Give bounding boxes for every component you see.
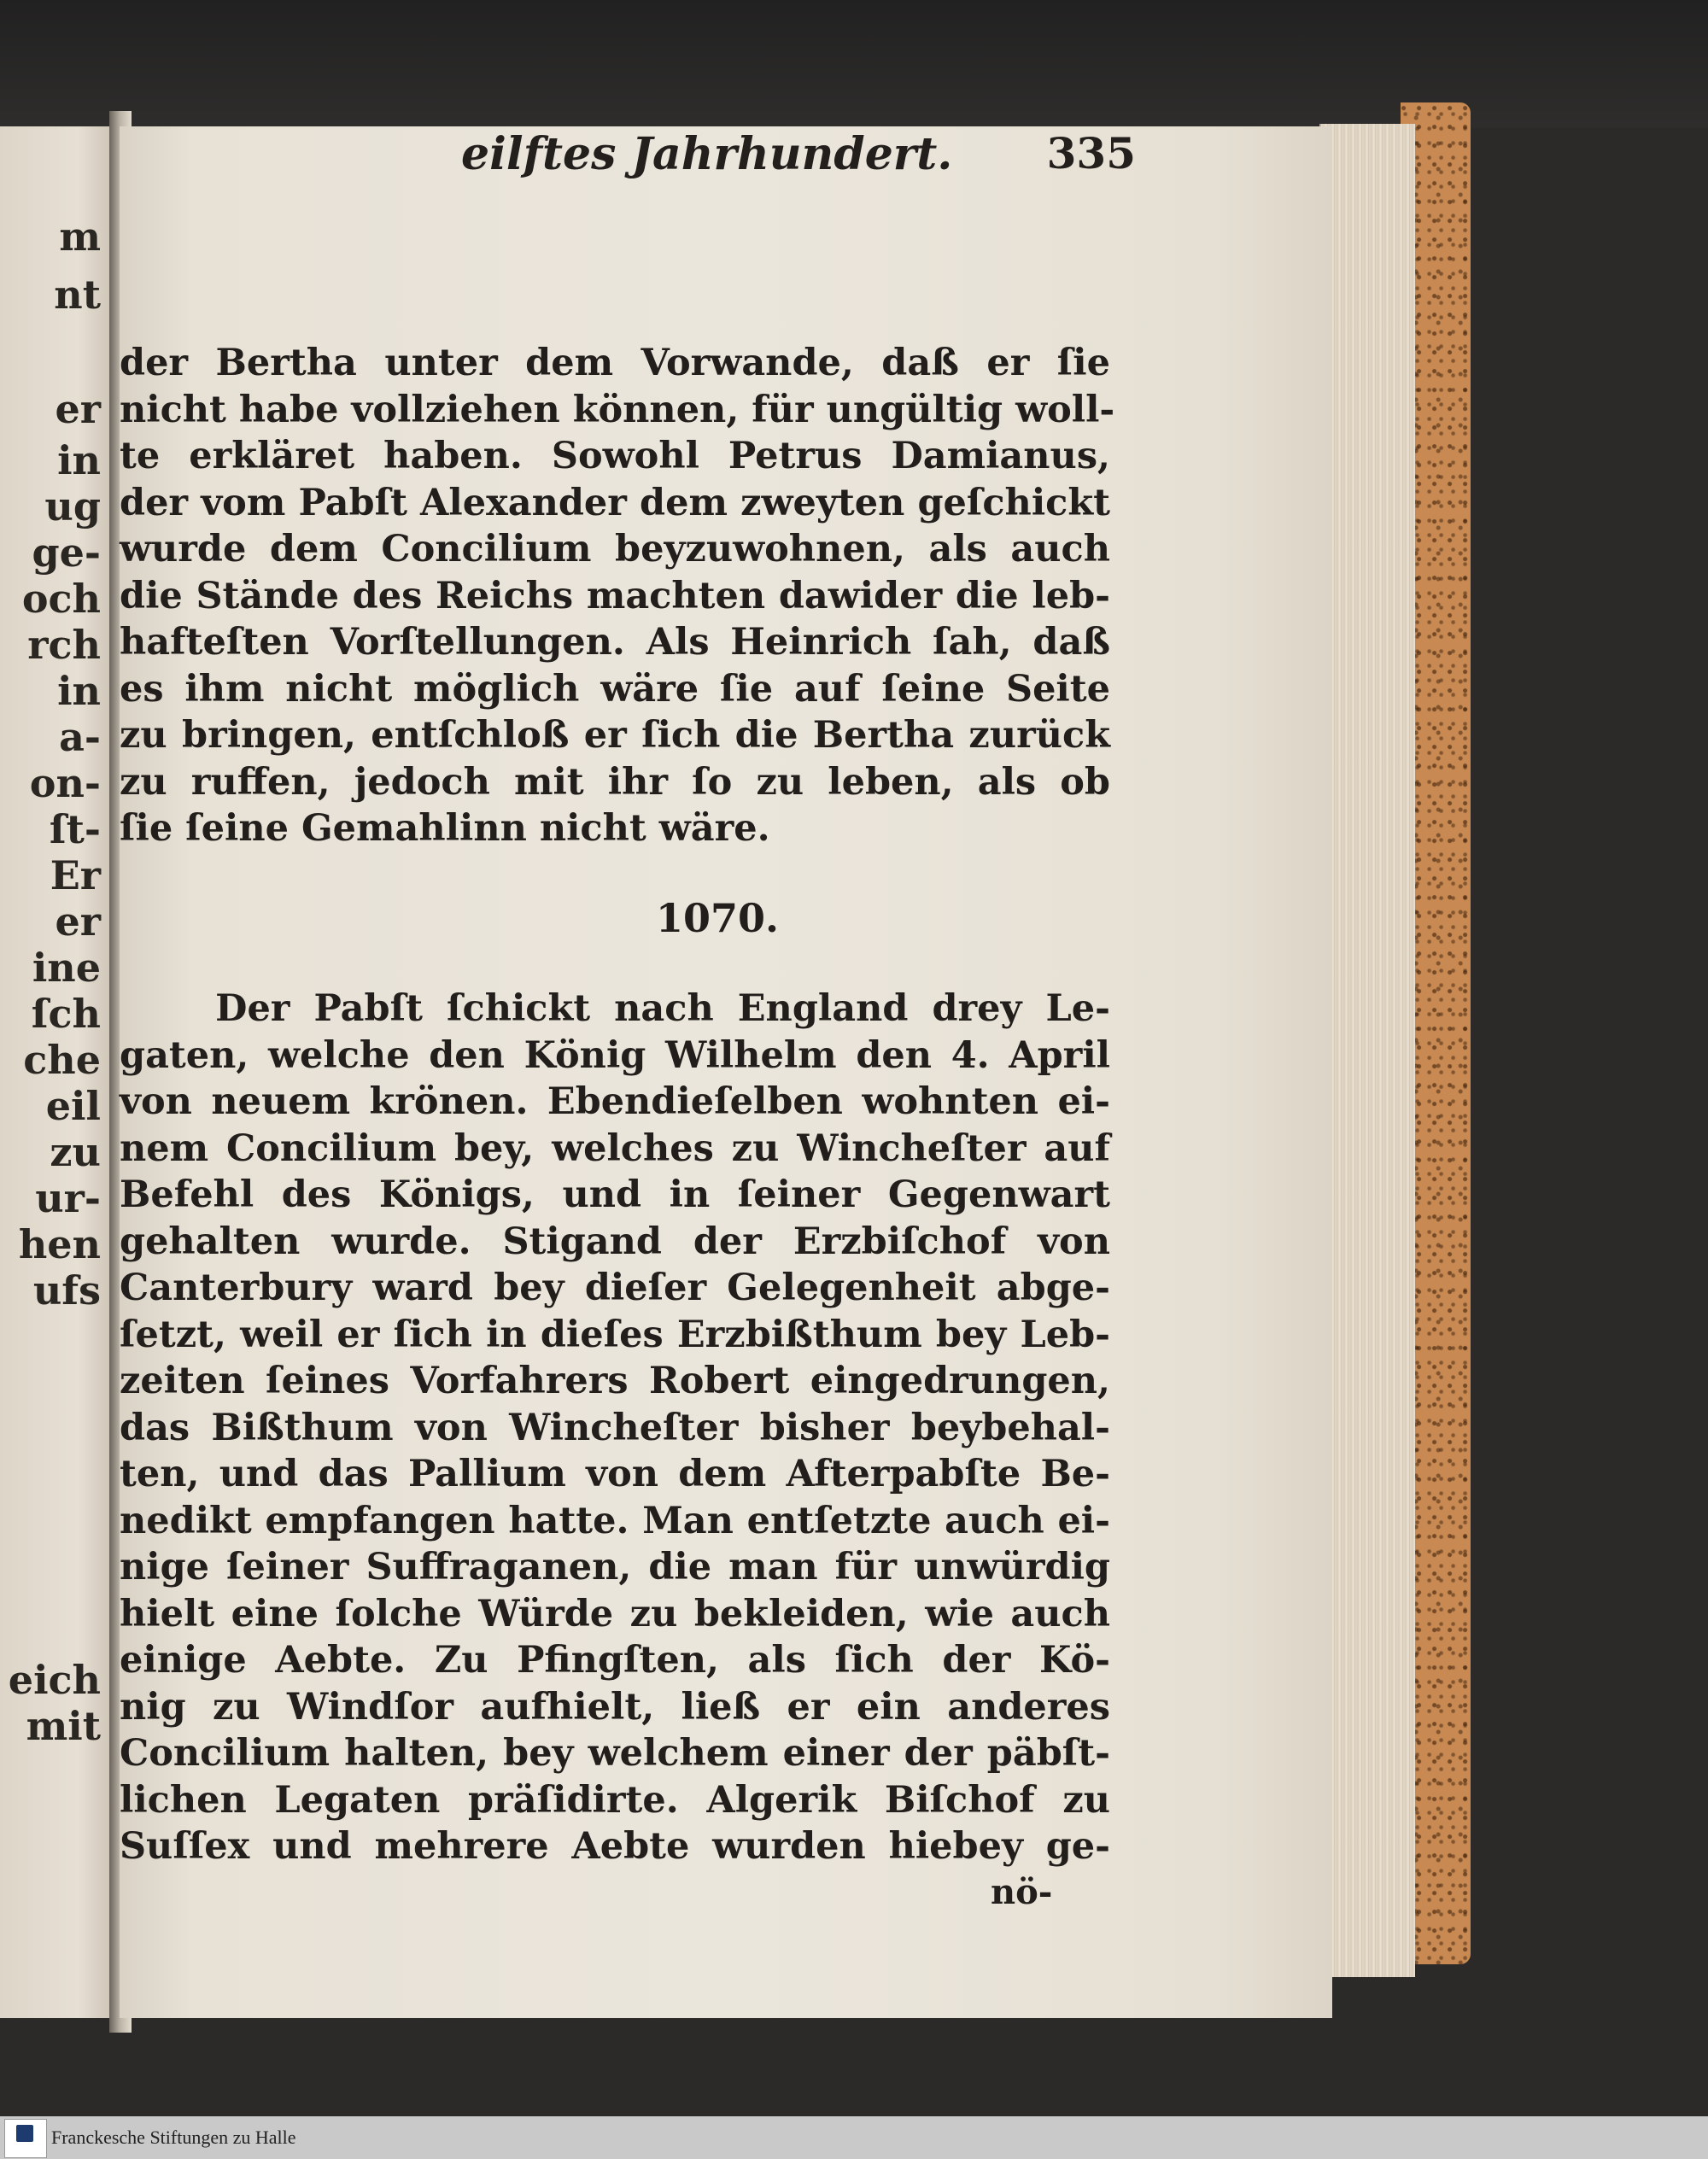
left-page-fragment: zu xyxy=(50,1129,101,1175)
left-page-fragment: che xyxy=(23,1037,101,1083)
left-page-fragment: ine xyxy=(32,945,101,991)
footer-bar xyxy=(0,2116,1708,2159)
left-page-fragment: hen xyxy=(18,1221,101,1267)
page-edges xyxy=(1319,124,1415,1977)
left-page-fragment: eil xyxy=(45,1083,101,1129)
text-line: ſetzt, weil er ſich in dieſes Erzbißthum bey Leb‑ xyxy=(120,1313,1110,1356)
text-line: das Bißthum von Wincheſter bisher beybehal‑ xyxy=(120,1406,1110,1449)
text-line: nedikt empfangen hatte. Man entſetzte auch ei‑ xyxy=(120,1499,1110,1542)
text-line: Suſſex und mehrere Aebte wurden hiebey ge‑ xyxy=(120,1825,1110,1868)
institution-name: Franckesche Stiftungen zu Halle xyxy=(51,2127,296,2148)
text-line: hielt eine ſolche Würde zu bekleiden, wie auch xyxy=(120,1592,1110,1635)
left-page-fragment: ſt‑ xyxy=(49,806,101,852)
text-line: hafteſten Vorſtellungen. Als Heinrich ſah, daß xyxy=(120,621,1110,664)
left-page-fragment: a‑ xyxy=(59,714,101,760)
text-line: nicht habe vollziehen können, für ungültig woll‑ xyxy=(120,388,1115,431)
body-text-bottom xyxy=(120,986,1110,1870)
left-page-fragment: ge‑ xyxy=(32,530,101,576)
text-line: nem Concilium bey, welches zu Wincheſter auf xyxy=(120,1126,1110,1170)
text-line: Der Pabſt ſchickt nach England drey Le‑ xyxy=(120,987,1110,1030)
catchword: nö‑ xyxy=(991,1872,1053,1912)
text-line: nig zu Windſor aufhielt, ließ er ein anderes xyxy=(120,1685,1110,1729)
text-line: gaten, welche den König Wilhelm den 4. April xyxy=(120,1033,1110,1077)
running-title: eilftes Jahrhundert. xyxy=(461,128,953,180)
text-line: ten, und das Pallium von dem Afterpabſte Be‑ xyxy=(120,1453,1110,1495)
left-page-fragment: ug xyxy=(44,483,101,530)
left-page-fragment: ſch xyxy=(31,991,101,1037)
page-number: 335 xyxy=(1046,128,1136,178)
text-line: nige ſeiner Suffraganen, die man für unwürdig xyxy=(120,1546,1110,1589)
left-page-fragment: er xyxy=(55,898,101,945)
left-page-fragment: nt xyxy=(54,272,101,318)
left-page-fragment: on‑ xyxy=(29,760,101,806)
text-line: lichen Legaten präſidirte. Algerik Biſchof zu xyxy=(120,1778,1110,1822)
left-page-fragment: in xyxy=(57,437,101,483)
left-page-fragment: Er xyxy=(50,852,101,898)
page-header xyxy=(342,128,1136,196)
text-line: zeiten ſeines Vorfahrers Robert eingedrungen, xyxy=(120,1360,1110,1402)
left-page xyxy=(0,126,111,2018)
text-line: es ihm nicht möglich wäre ſie auf ſeine Seite xyxy=(120,667,1110,711)
left-page-fragment: mit xyxy=(26,1703,101,1749)
logo-mark-icon xyxy=(16,2125,33,2142)
text-line: zu bringen, entſchloß er ſich die Bertha zurück xyxy=(120,714,1110,757)
left-page-fragment: rch xyxy=(27,622,101,668)
text-line: der vom Pabſt Alexander dem zweyten geſchickt xyxy=(120,481,1110,524)
text-line: Concilium halten, bey welchem einer der päbſt‑ xyxy=(120,1732,1110,1775)
left-page-fragment: ur‑ xyxy=(35,1175,101,1221)
text-line: zu ruffen, jedoch mit ihr ſo zu leben, als ob xyxy=(120,760,1110,804)
text-line: Befehl des Königs, und in ſeiner Gegenwart xyxy=(120,1173,1110,1216)
text-line: ſie ſeine Gemahlinn nicht wäre. xyxy=(120,807,770,850)
year-heading xyxy=(0,895,1708,941)
body-text-top xyxy=(120,340,1115,852)
text-line: gehalten wurde. Stigand der Erzbiſchof von xyxy=(120,1220,1110,1263)
text-line: Canterbury ward bey dieſer Gelegenheit abge‑ xyxy=(120,1267,1110,1309)
left-page-fragment: er xyxy=(55,386,101,432)
text-line: te erkläret haben. Sowohl Petrus Damianus, xyxy=(120,435,1110,477)
text-line: die Stände des Reichs machten dawider die leb‑ xyxy=(120,574,1110,617)
text-line: wurde dem Concilium beyzuwohnen, als auch xyxy=(120,528,1110,570)
year-heading-text: 1070. xyxy=(655,895,780,941)
text-line: einige Aebte. Zu Pfingſten, als ſich der Kö‑ xyxy=(120,1639,1110,1682)
institution-logo xyxy=(4,2119,47,2158)
left-page-fragment: eich xyxy=(8,1657,101,1703)
left-page-fragment: ufs xyxy=(32,1267,101,1314)
left-page-fragment: m xyxy=(59,214,101,260)
text-line: von neuem krönen. Ebendieſelben wohnten ei‑ xyxy=(120,1080,1110,1123)
text-line: der Bertha unter dem Vorwande, daß er ſie xyxy=(120,342,1110,384)
left-page-fragment: in xyxy=(57,668,101,714)
left-page-fragment: och xyxy=(21,576,101,622)
